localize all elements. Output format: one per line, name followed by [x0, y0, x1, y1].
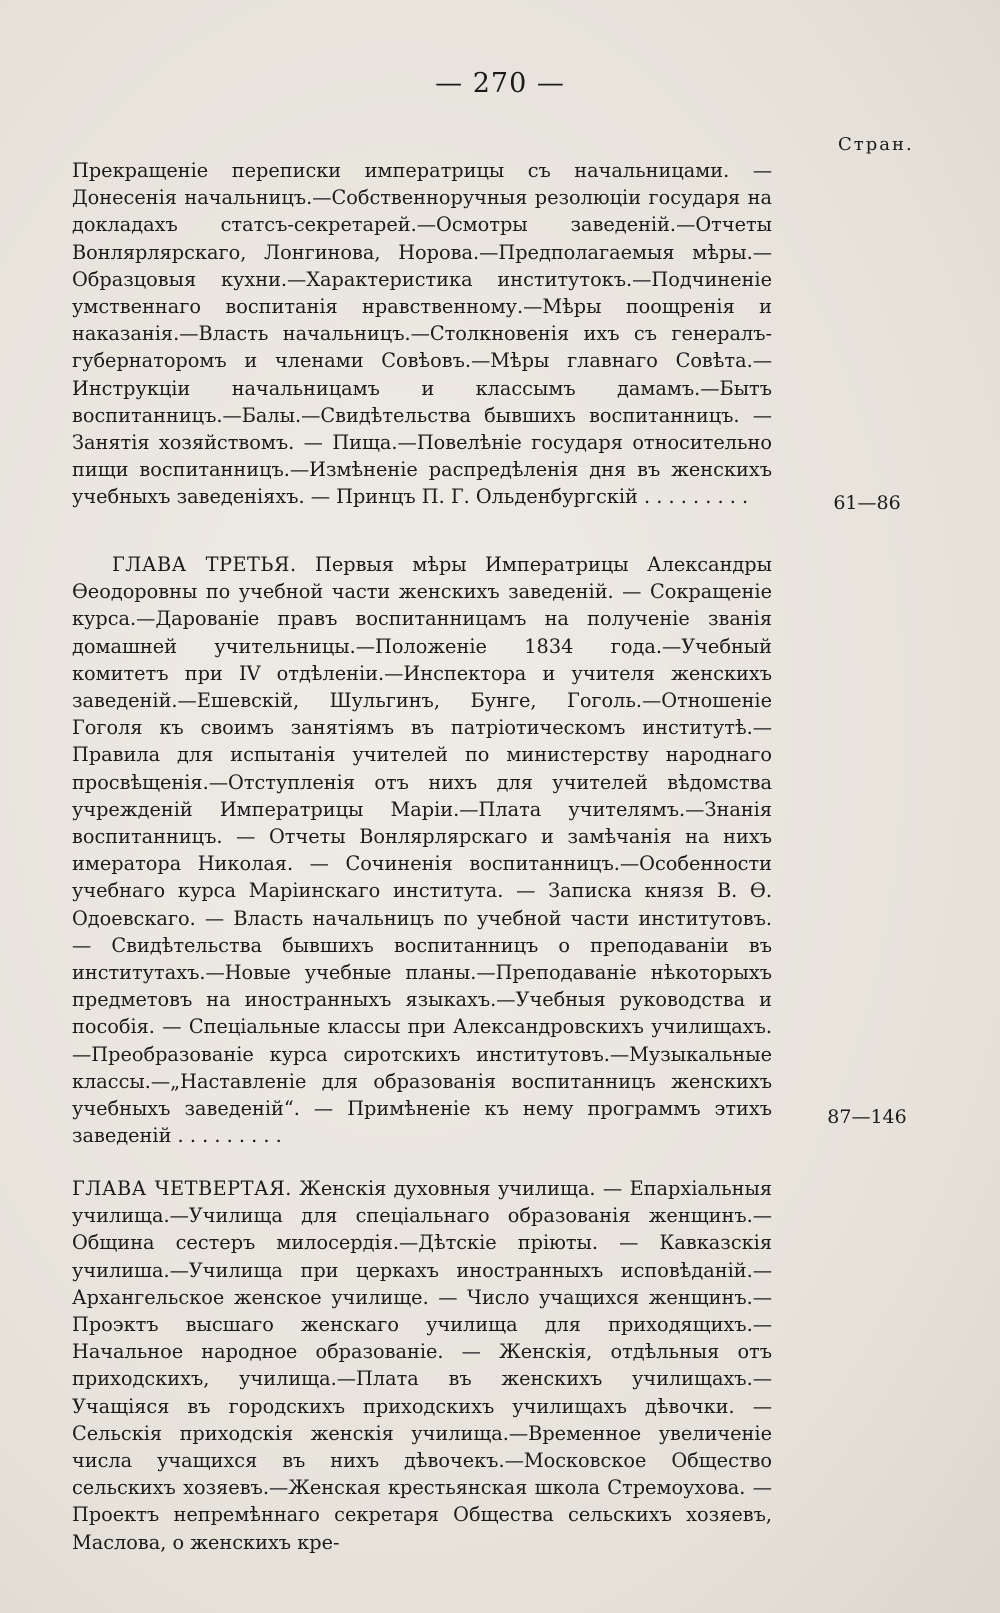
- entry-text: Женскiя духовныя училища. — Епархiальныя училища.—Училища для спецiальнаго образованiя женщинъ.—Община сестеръ милосердiя.—Дѣтскiе прiюты. — Кавказскiя училиша.—Училища при церкахъ иностранныхъ исповѣданiй.—Архангельское женское училище. — Число учащихся женщинъ.—Проэктъ высшаго женскаго училища для приходящихъ.—Начальное народное образованiе. — Женскiя, отдѣльныя отъ приходскихъ, училища.—Плата въ женскихъ училищахъ.—Учащiяся въ городскихъ приходскихъ училищахъ дѣвочки. — Сельскiя приходскiя женскiя училища.—Временное увеличенiе числа учащихся въ нихъ дѣвочекъ.—Московское Общество сельскихъ хозяевъ.—Женская крестьянская школа Стремоухова. — Проектъ непремѣннаго секретаря Общества сельскихъ хозяевъ, Маслова, о женскихъ кре-: [72, 1177, 772, 1554]
- toc-entry-3: [72, 1175, 772, 1556]
- entry-pages-2: 87—146: [827, 1106, 907, 1128]
- entry-body: [72, 1175, 772, 1556]
- chapter-heading: ГЛАВА ТРЕТЬЯ.: [112, 553, 297, 576]
- entry-text: Прекращенiе переписки императрицы съ начальницами. — Донесенiя начальницъ.—Собственноручныя резолюцiи государя на докладахъ статсъ-секретарей.—Осмотры заведенiй.—Отчеты Вонлярлярскаго, Лонгинова, Норова.—Предполагаемыя мѣры.—Образцовыя кухни.—Характеристика институтокъ.—Подчиненiе умственнаго воспитанiя нравственному.—Мѣры поощренiя и наказанiя.—Власть начальницъ.—Столкновенiя ихъ съ генералъ-губернаторомъ и членами Совѣовъ.—Мѣры главнаго Совѣта.—Инструкцiи начальницамъ и классымъ дамамъ.—Бытъ воспитанницъ.—Балы.—Свидѣтельства бывшихъ воспитанницъ. — Занятiя хозяйствомъ. — Пища.—Повелѣнiе государя относительно пищи воспитанницъ.—Измѣненiе распредѣленiя дня въ женскихъ учебныхъ заведенiяхъ. — Принцъ П. Г. Ольденбургскiй . . . . . . . . .: [72, 159, 772, 509]
- entry-pages-1: 61—86: [833, 492, 901, 514]
- pages-column-header: Стран.: [838, 134, 914, 155]
- entry-text: Первыя мѣры Императрицы Александры Өеодоровны по учебной части женскихъ заведенiй. — Сокращенiе курса.—Дарованiе правъ воспитанницамъ на полученiе званiя домашней учительницы.—Положенiе 1834 года.—Учебный комитетъ при IV отдѣленiи.—Инспектора и учителя женскихъ заведенiй.—Ешевскiй, Шульгинъ, Бунге, Гоголь.—Отношенiе Гоголя къ своимъ занятiямъ въ патрiотическомъ институтѣ.—Правила для испытанiя учителей по министерству народнаго просвѣщенiя.—Отступленiя отъ нихъ для учителей вѣдомства учрежденiй Императрицы Марiи.—Плата учителямъ.—Знанiя воспитанницъ. — Отчеты Вонлярлярскаго и замѣчанiя на нихъ имератора Николая. — Сочиненiя воспитанницъ.—Особенности учебнаго курса Марiинскаго института. — Записка князя В. Ө. Одоевскаго. — Власть начальницъ по учебной части институтовъ. — Свидѣтельства бывшихъ воспитанницъ о преподаванiи въ институтахъ.—Новые учебные планы.—Преподаванiе нѣкоторыхъ предметовъ на иностранныхъ языкахъ.—Учебныя руководства и пособiя. — Спецiальные классы при Александровскихъ училищахъ.—Преобразованiе курса сиротскихъ институтовъ.—Музыкальные классы.—„Наставленiе для образованiя воспитанницъ женскихъ учебныхъ заведенiй“. — Примѣненiе къ нему программъ этихъ заведенiй . . . . . . . . .: [72, 553, 772, 1148]
- entry-body: [72, 551, 772, 1149]
- toc-entry-1: [72, 157, 772, 511]
- page-number: — 270 —: [435, 68, 565, 99]
- chapter-heading: ГЛАВА ЧЕТВЕРТАЯ.: [72, 1177, 292, 1200]
- toc-entry-2: [72, 551, 772, 1149]
